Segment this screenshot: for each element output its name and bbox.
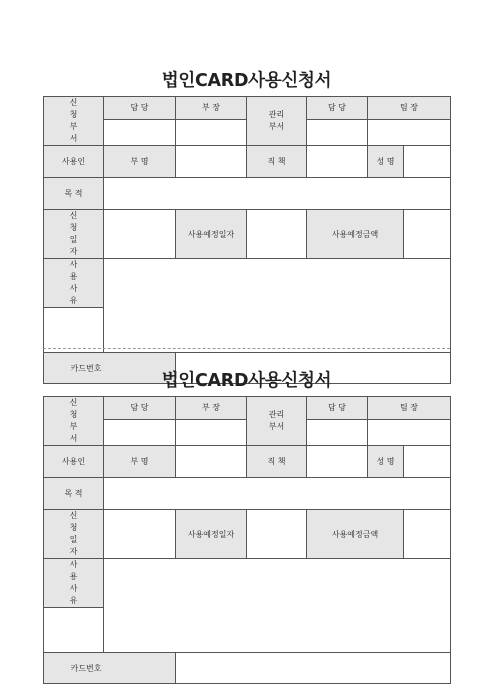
dept-label-line2: 부 서 [69, 422, 78, 443]
name-field[interactable] [404, 446, 451, 478]
dept-name-label: 부 명 [104, 446, 176, 478]
admin-dept-line2: 부서 [268, 422, 285, 431]
card-request-form-top [43, 66, 450, 384]
dept-name-field[interactable] [176, 146, 247, 178]
planned-amount-field[interactable] [404, 210, 451, 259]
dept-label-line1: 신 청 [69, 398, 78, 419]
position-label: 직 책 [247, 446, 307, 478]
admin-dept-label [247, 397, 307, 446]
dept-label-cell [44, 397, 104, 446]
request-date-line2: 일 자 [69, 535, 78, 556]
card-no-label-text: 카드번호 [70, 363, 102, 373]
admin-dept-line1: 관리 [268, 410, 285, 419]
dept-label-line1: 신 청 [69, 98, 78, 119]
user-label: 사용인 [44, 146, 104, 178]
purpose-label: 목 적 [44, 178, 104, 210]
purpose-field[interactable] [104, 178, 451, 210]
planned-amount-label: 사용예정금액 [307, 510, 404, 559]
card-no-label [44, 653, 176, 684]
approval-manager-sign[interactable] [176, 419, 247, 445]
card-no-field[interactable] [176, 653, 451, 684]
approval-team-lead-sign[interactable] [368, 119, 451, 145]
request-date-label [44, 510, 104, 559]
approval-manager-sign[interactable] [176, 119, 247, 145]
approval-team-lead-header: 팀 장 [368, 97, 451, 120]
reason-field[interactable] [104, 259, 451, 353]
request-table [43, 96, 451, 384]
form-title: 법인CARD사용신청서 [161, 71, 332, 91]
approval-staff-sign[interactable] [104, 419, 176, 445]
request-date-field[interactable] [104, 510, 176, 559]
approval-staff-sign[interactable] [104, 119, 176, 145]
dept-label-cell [44, 97, 104, 146]
approval-admin-staff-sign[interactable] [307, 419, 368, 445]
planned-amount-field[interactable] [404, 510, 451, 559]
approval-admin-staff-sign[interactable] [307, 119, 368, 145]
user-label: 사용인 [44, 446, 104, 478]
request-date-label [44, 210, 104, 259]
purpose-label: 목 적 [44, 478, 104, 510]
reason-line1: 사 용 [69, 260, 78, 281]
card-request-form-bottom [43, 366, 450, 684]
name-label: 성 명 [368, 146, 404, 178]
reason-field[interactable] [104, 559, 451, 653]
planned-date-field[interactable] [247, 510, 307, 559]
request-date-line2: 일 자 [69, 235, 78, 256]
planned-date-label: 사용예정일자 [176, 210, 247, 259]
dept-label-line2: 부 서 [69, 122, 78, 143]
reason-label-extension [44, 608, 104, 653]
admin-dept-line2: 부서 [268, 122, 285, 131]
approval-team-lead-header: 팀 장 [368, 397, 451, 420]
reason-line1: 사 용 [69, 560, 78, 581]
reason-label-extension [44, 308, 104, 353]
approval-manager-header: 부 장 [176, 97, 247, 120]
request-date-line1: 신 청 [69, 511, 78, 532]
card-no-label-text: 카드번호 [70, 663, 102, 673]
cut-line [43, 348, 450, 349]
planned-amount-label: 사용예정금액 [307, 210, 404, 259]
planned-date-label: 사용예정일자 [176, 510, 247, 559]
position-label: 직 책 [247, 146, 307, 178]
reason-label [44, 259, 104, 308]
reason-line2: 사 유 [69, 284, 78, 305]
reason-label [44, 559, 104, 608]
approval-team-lead-sign[interactable] [368, 419, 451, 445]
dept-name-field[interactable] [176, 446, 247, 478]
form-title: 법인CARD사용신청서 [161, 371, 332, 391]
dept-name-label: 부 명 [104, 146, 176, 178]
approval-admin-staff-header: 담 당 [307, 397, 368, 420]
planned-date-field[interactable] [247, 210, 307, 259]
request-date-line1: 신 청 [69, 211, 78, 232]
approval-manager-header: 부 장 [176, 397, 247, 420]
position-field[interactable] [307, 146, 368, 178]
request-table [43, 396, 451, 684]
name-label: 성 명 [368, 446, 404, 478]
name-field[interactable] [404, 146, 451, 178]
purpose-field[interactable] [104, 478, 451, 510]
request-date-field[interactable] [104, 210, 176, 259]
admin-dept-label [247, 97, 307, 146]
position-field[interactable] [307, 446, 368, 478]
approval-staff-header: 담 당 [104, 97, 176, 120]
approval-staff-header: 담 당 [104, 397, 176, 420]
reason-line2: 사 유 [69, 584, 78, 605]
admin-dept-line1: 관리 [268, 110, 285, 119]
approval-admin-staff-header: 담 당 [307, 97, 368, 120]
